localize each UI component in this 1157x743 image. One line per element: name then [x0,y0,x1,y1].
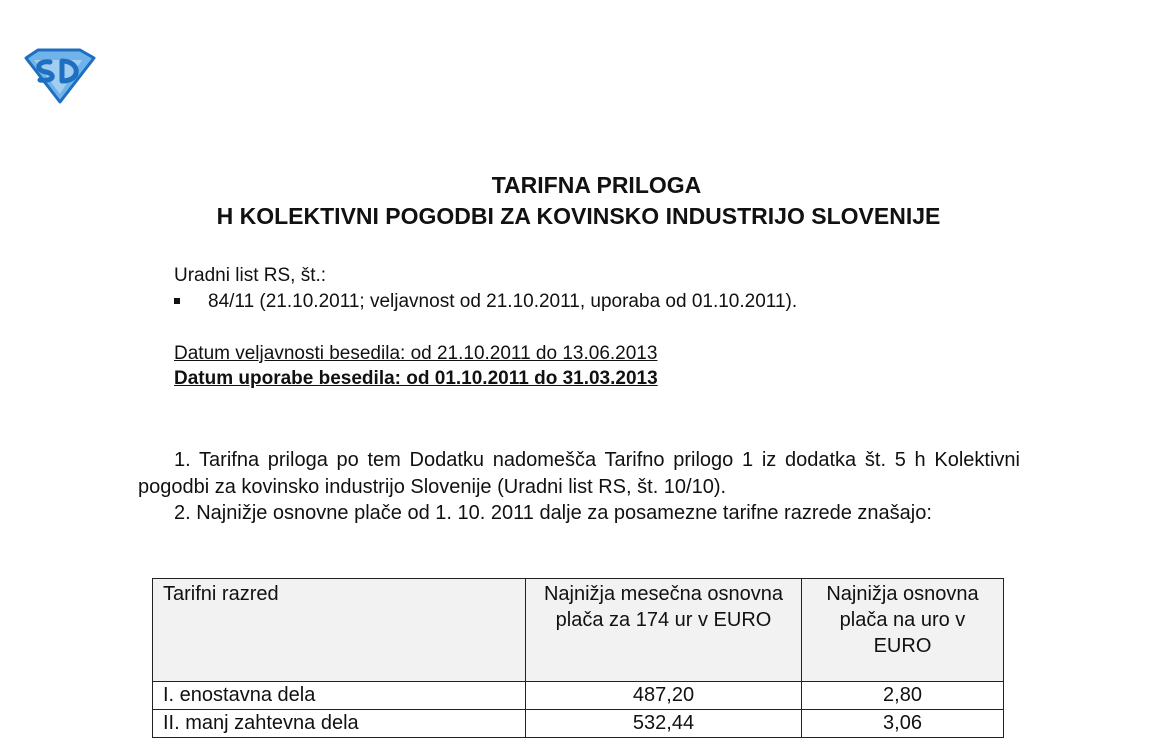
document-title: TARIFNA PRILOGA [491,172,702,198]
header-monthly-wage: Najnižja mesečna osnovna plača za 174 ur v EURO [526,579,802,682]
monthly-wage-cell: 487,20 [526,682,802,710]
paragraph-2: 2. Najnižje osnovne plače od 1. 10. 2011 dalje za posamezne tarifne razrede znašajo: [174,502,932,524]
document-subtitle: H KOLEKTIVNI POGODBI ZA KOVINSKO INDUSTRIJO SLOVENIJE [216,203,941,229]
gazette-item-text: 84/11 (21.10.2011; veljavnost od 21.10.2011, uporaba od 01.10.2011). [208,291,798,312]
paragraph-1: 1. Tarifna priloga po tem Dodatku nadomešča Tarifno prilogo 1 iz dodatka št. 5 h Kolektivni pogodbi za kovinsko industrijo Slovenije (Uradni list RS, št. 10/10). [138,449,1020,498]
use-date: Datum uporabe besedila: od 01.10.2011 do 31.03.2013 [174,368,658,389]
hourly-wage-cell: 3,06 [802,710,1004,738]
header-tariff-class: Tarifni razred [153,579,526,682]
bullet-icon [174,298,180,304]
table-row [153,710,1004,738]
header-hourly-wage: Najnižja osnovna plača na uro v EURO [802,579,1004,682]
monthly-wage-cell: 532,44 [526,710,802,738]
gazette-label: Uradni list RS, št.: [174,265,327,286]
tariff-class-cell: II. manj zahtevna dela [153,710,526,738]
tariff-class-cell: I. enostavna dela [153,682,526,710]
hourly-wage-cell: 2,80 [802,682,1004,710]
sd-logo-icon [22,48,96,104]
table-header-row [153,579,1004,682]
tariff-table [152,578,1004,738]
validity-date: Datum veljavnosti besedila: od 21.10.2011 do 13.06.2013 [174,343,658,364]
gazette-list-item [174,290,797,314]
table-row [153,682,1004,710]
